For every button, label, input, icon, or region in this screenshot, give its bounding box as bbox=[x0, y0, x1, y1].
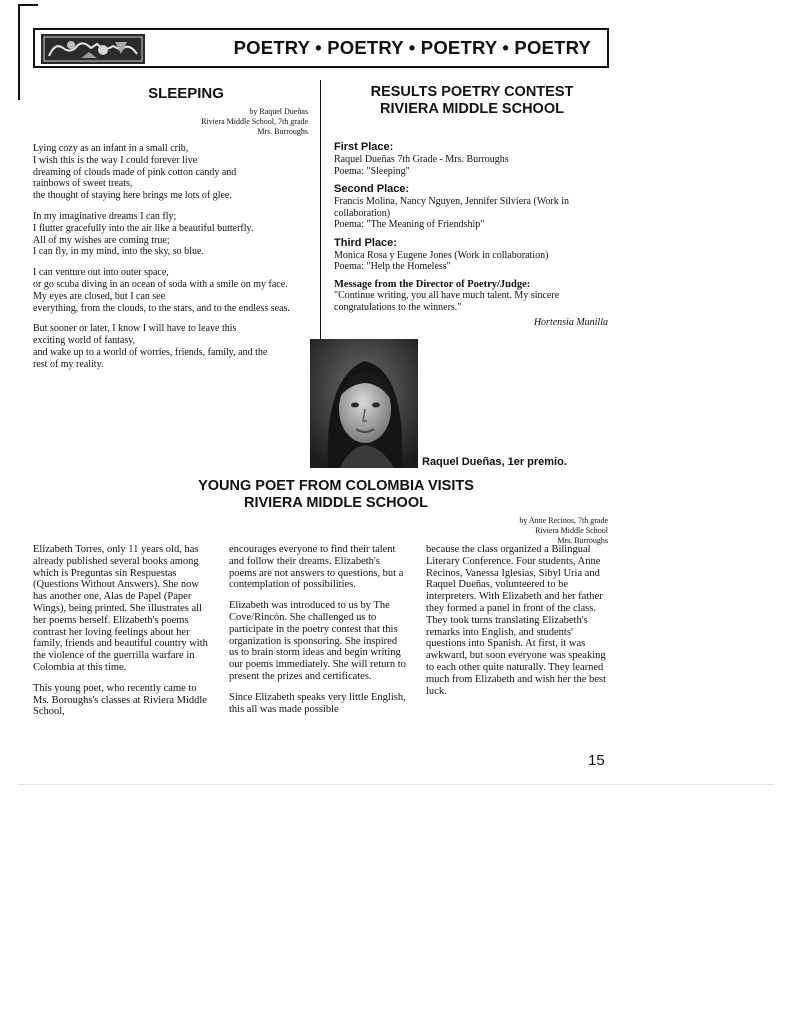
poem-line: But sooner or later, I know I will have to leave this bbox=[33, 323, 237, 335]
poem-line: I can venture out into outer space, bbox=[33, 267, 169, 279]
article-column-1 bbox=[33, 544, 213, 727]
byline-school: Riviera Middle School bbox=[535, 526, 608, 535]
judge-message: "Continue writing, you all have much talent. My sincere congratulations to the winners." bbox=[334, 290, 560, 313]
article-title bbox=[130, 478, 542, 512]
column-divider bbox=[320, 80, 321, 340]
results-title-line-1: RESULTS POETRY CONTEST bbox=[370, 84, 574, 100]
corner-crop-mark bbox=[18, 4, 38, 6]
section-header bbox=[33, 28, 609, 68]
poem-line: the thought of staying here brings me lots of glee. bbox=[33, 190, 232, 202]
poem-stanza-1 bbox=[33, 143, 313, 202]
page-number: 15 bbox=[588, 752, 605, 769]
poem-line: and wake up to a world of worries, friends, family, and the bbox=[33, 346, 268, 358]
poem-line: dreaming of clouds made of pink cotton candy and bbox=[33, 166, 237, 178]
poem-line: rainbows of sweet treats, bbox=[33, 178, 133, 190]
article-paragraph: Since Elizabeth speaks very little English, this all was made possible bbox=[229, 691, 406, 715]
poem-byline bbox=[150, 107, 308, 137]
poem-line: In my imaginative dreams I can fly; bbox=[33, 210, 177, 222]
corner-crop-mark-vertical bbox=[18, 4, 20, 100]
place-poem: Poema: "Help the Homeless" bbox=[334, 261, 451, 272]
article-title-line-1: YOUNG POET FROM COLOMBIA VISITS bbox=[198, 478, 474, 494]
second-place bbox=[334, 182, 612, 231]
place-label: First Place: bbox=[334, 141, 394, 153]
article-paragraph: Elizabeth was introduced to us by The Cove/Rincón. She challenged us to participate in the poetry contest that this organization is sponsoring. She inspired us to brain storm ideas and begin writing our poems immediately. She will return to present the prizes and certificates. bbox=[229, 600, 406, 682]
byline-teacher: Mrs. Burroughs bbox=[557, 536, 608, 545]
poem-line: I can fly, in my mind, into the sky, so blue. bbox=[33, 246, 204, 258]
poem-line: everything, from the clouds, to the stars, and to the endless seas. bbox=[33, 302, 290, 314]
article-column-3 bbox=[426, 544, 606, 706]
article-paragraph: Elizabeth Torres, only 11 years old, has already published several books among which is Preguntas sin Respuestas (Questions Without Answers). She now has another one, Alas de Papel (Paper Wings), being printed. She illustrates all her poems herself. Elizabeth's poems contrast her loving feelings about her family, friends and beautiful country with the violence of the guerrilla warfare in Colombia at this time. bbox=[33, 544, 208, 673]
poem-stanza-2 bbox=[33, 211, 313, 258]
byline-teacher: Mrs. Burroughs bbox=[257, 127, 308, 136]
place-label: Third Place: bbox=[334, 236, 397, 249]
photo-caption: Raquel Dueñas, 1er premio. bbox=[422, 456, 567, 468]
poem-line: exciting world of fantasy, bbox=[33, 335, 136, 347]
third-place bbox=[334, 236, 612, 273]
byline-author: by Anne Recinos, 7th grade bbox=[519, 516, 608, 525]
article-title-line-2: RIVIERA MIDDLE SCHOOL bbox=[244, 495, 428, 511]
poem-line: I wish this is the way I could forever live bbox=[33, 154, 198, 166]
cove-rincon-logo-icon bbox=[41, 34, 145, 64]
byline-author: by Raquel Dueñas bbox=[249, 107, 308, 116]
article-byline bbox=[440, 516, 608, 546]
poem-line: I flutter gracefully into the air like a beautiful butterfly. bbox=[33, 222, 254, 234]
poem-line: rest of my reality. bbox=[33, 358, 104, 370]
place-names: Monica Rosa y Eugene Jones (Work in collaboration) bbox=[334, 249, 549, 261]
poem-line: Lying cozy as an infant in a small crib, bbox=[33, 143, 189, 154]
poem-line: or go scuba diving in an ocean of soda with a smile on my face. bbox=[33, 278, 288, 290]
byline-school: Riviera Middle School, 7th grade bbox=[201, 117, 308, 126]
poem-stanza-4 bbox=[33, 323, 311, 370]
results-title bbox=[334, 84, 610, 118]
results-title-line-2: RIVIERA MIDDLE SCHOOL bbox=[380, 101, 564, 117]
place-names: Francis Molina, Nancy Nguyen, Jennifer Silviera (Work in collaboration) bbox=[334, 196, 569, 219]
judge-signature: Hortensia Munilla bbox=[533, 317, 608, 328]
poem-line: My eyes are closed, but I can see bbox=[33, 290, 166, 302]
article-column-2 bbox=[229, 544, 409, 724]
poem-stanza-3 bbox=[33, 267, 311, 314]
place-poem: Poema: "The Meaning of Friendship" bbox=[334, 219, 485, 230]
results-list bbox=[334, 140, 612, 329]
header-title: POETRY • POETRY • POETRY • POETRY bbox=[233, 37, 591, 58]
place-label: Second Place: bbox=[334, 183, 410, 195]
place-poem: Poema: "Sleeping" bbox=[334, 165, 410, 177]
article-paragraph: This young poet, who recently came to Ms. Boroughs's classes at Riviera Middle School, bbox=[33, 682, 207, 718]
poem-body bbox=[33, 143, 313, 380]
poem-line: All of my wishes are coming true; bbox=[33, 234, 170, 246]
portrait-photo-icon bbox=[310, 339, 418, 468]
place-names: Raquel Dueñas 7th Grade - Mrs. Burroughs bbox=[334, 154, 509, 165]
judge-message-label: Message from the Director of Poetry/Judge: bbox=[334, 278, 531, 290]
article-paragraph: encourages everyone to find their talent and follow their dreams. Elizabeth's poems are not answers to questions, but a contemplation of possibilities. bbox=[229, 544, 404, 591]
poem-title: SLEEPING bbox=[148, 85, 224, 102]
article-paragraph: because the class organized a Bilingual Literary Conference. Four students, Anne Recinos, Vanessa Iglesias, Sibyl Uria and Raquel Dueñas, volunteered to be interpreters. With Elizabeth and her father they formed a panel in front of the class. They took turns translating Elizabeth's remarks into English, and students' questions into Spanish. At first, it was awkward, but soon everyone was speaking to each other quite naturally. They learned much from Elizabeth and wish her the best luck. bbox=[426, 544, 606, 697]
first-place bbox=[334, 140, 612, 177]
footer-rule bbox=[18, 784, 774, 785]
